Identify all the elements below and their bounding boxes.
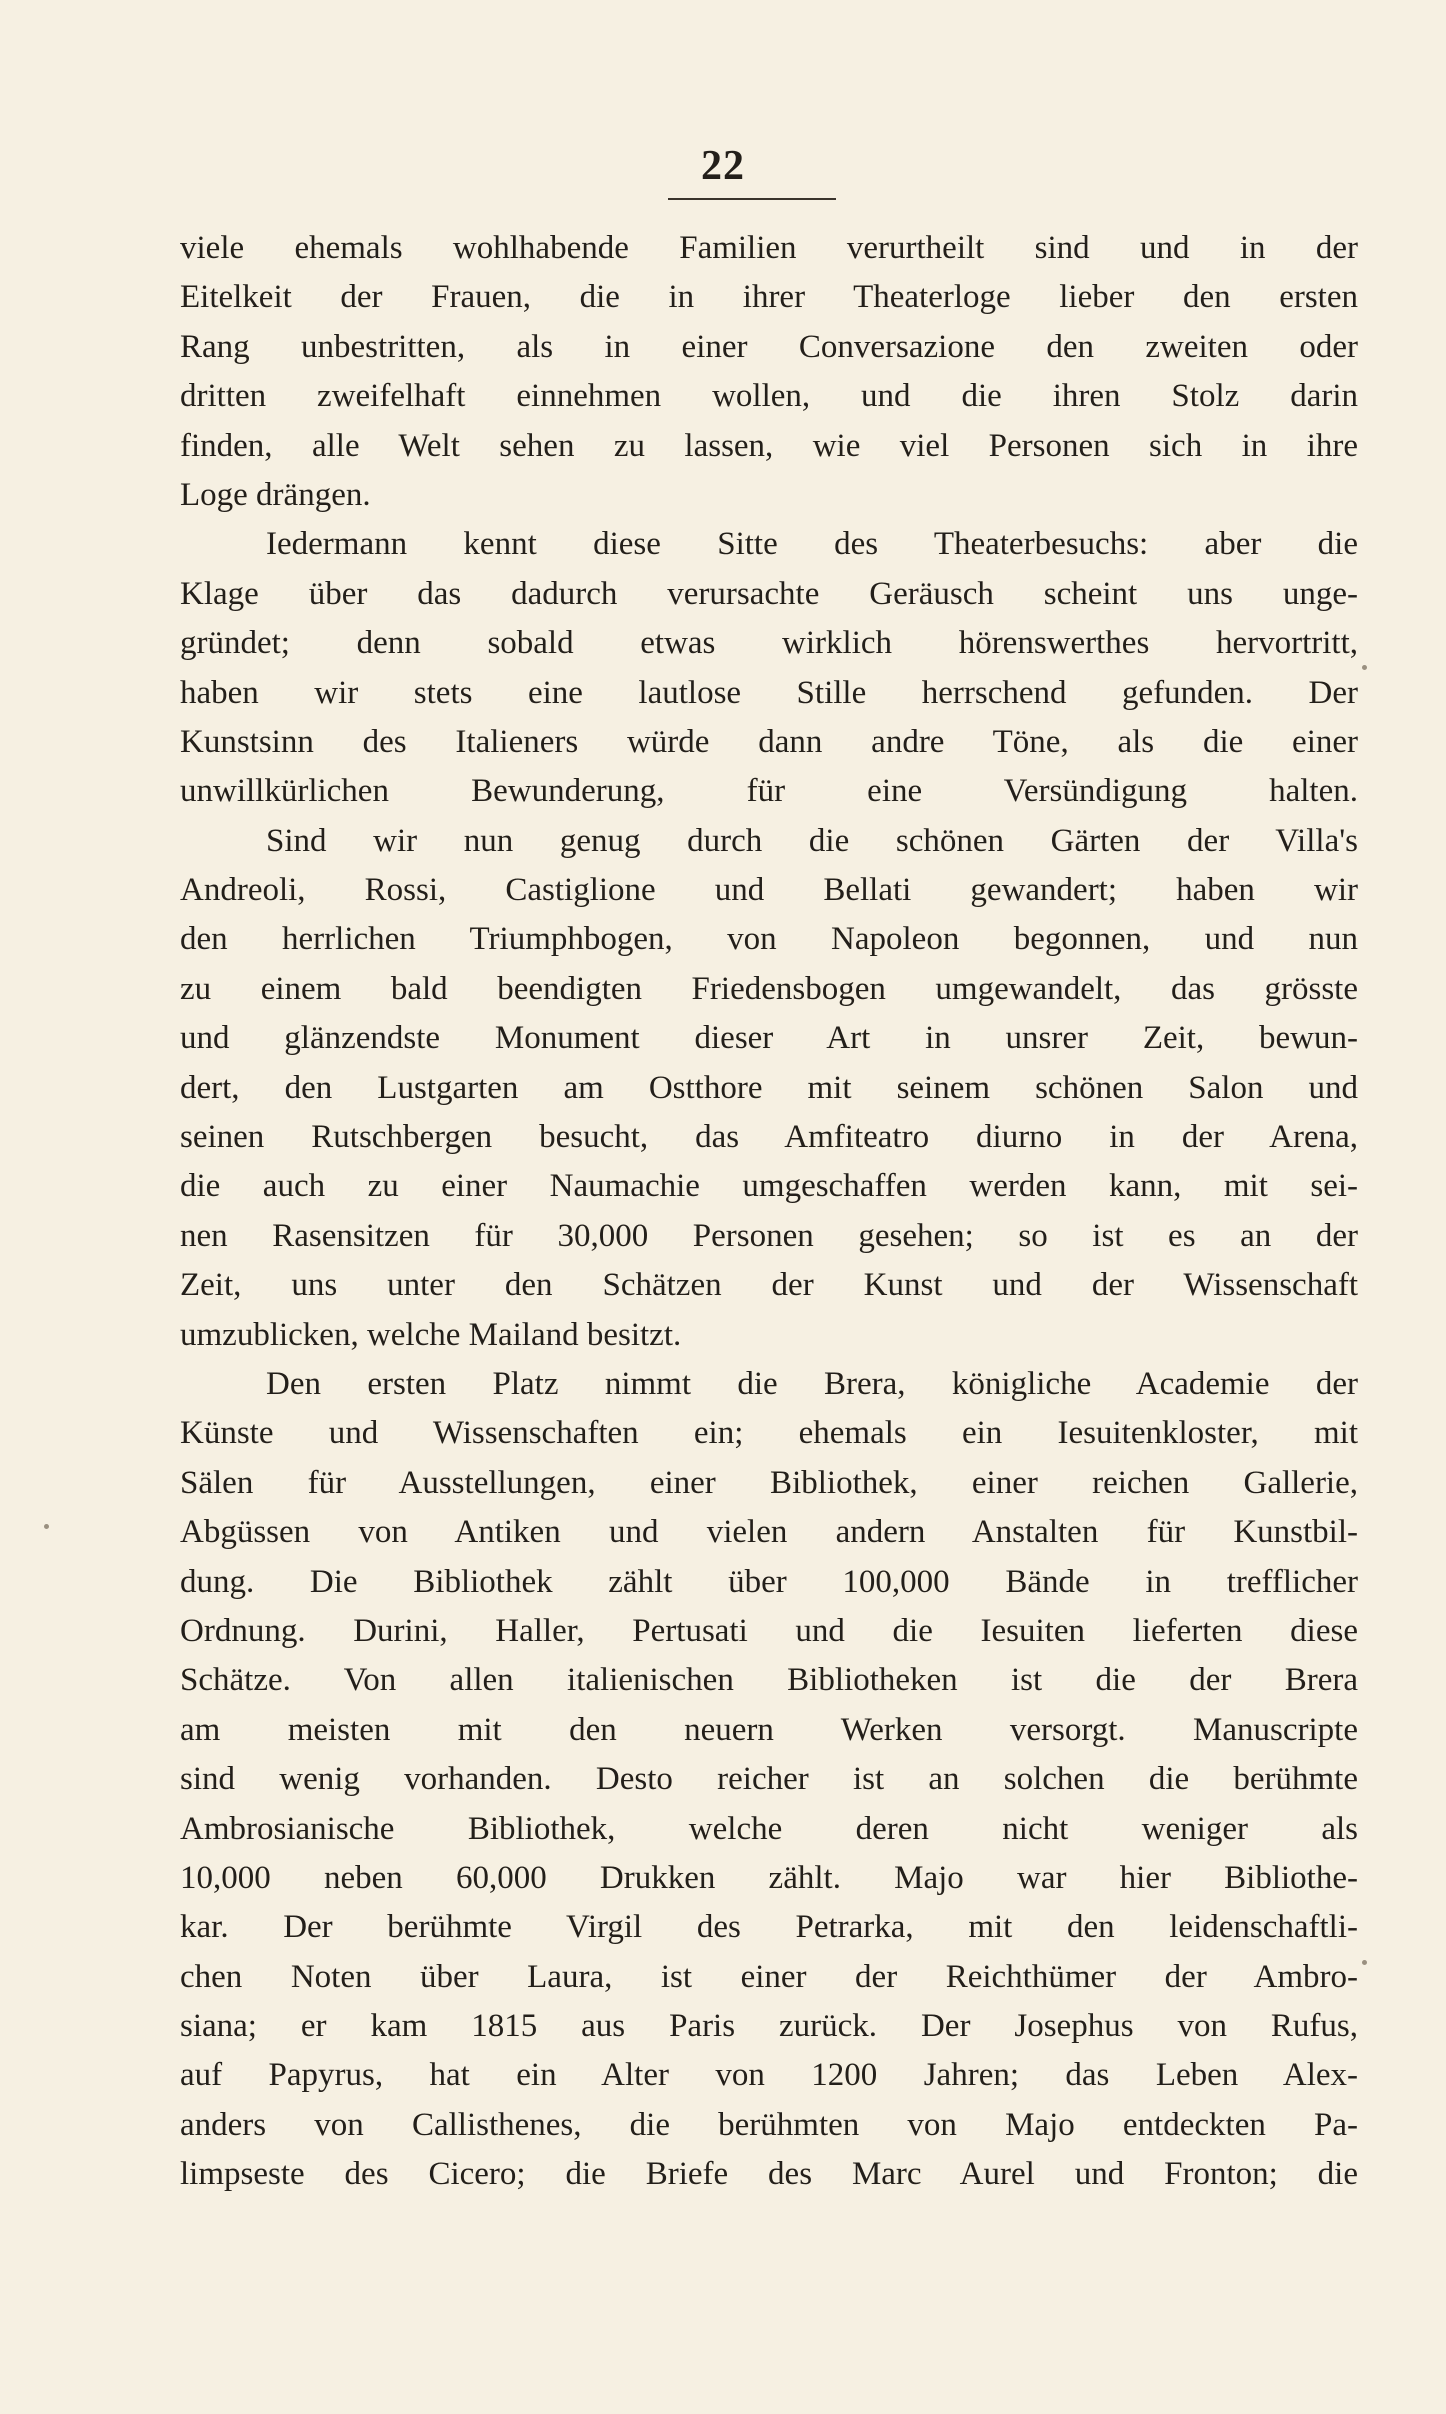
text-line: Kunstsinn des Italieners würde dann andre Töne, als die einer xyxy=(180,723,1358,760)
paragraph-start: Den ersten Platz nimmt die Brera, königliche Academie der xyxy=(266,1365,1358,1402)
text-line: finden, alle Welt sehen zu lassen, wie viel Personen sich in ihre xyxy=(180,427,1358,464)
text-line: den herrlichen Triumphbogen, von Napoleon begonnen, und nun xyxy=(180,921,1358,958)
text-line: Andreoli, Rossi, Castiglione und Bellati gewandert; haben wir xyxy=(180,872,1358,909)
paper-speck xyxy=(44,1524,49,1529)
text-line: und glänzendste Monument dieser Art in unsrer Zeit, bewun- xyxy=(180,1020,1358,1057)
text-line: 10,000 neben 60,000 Drukken zählt. Majo war hier Bibliothe- xyxy=(180,1859,1358,1896)
text-line: zu einem bald beendigten Friedensbogen umgewandelt, das grösste xyxy=(180,970,1358,1007)
text-line: Eitelkeit der Frauen, die in ihrer Theaterloge lieber den ersten xyxy=(180,279,1358,316)
text-line: chen Noten über Laura, ist einer der Reichthümer der Ambro- xyxy=(180,1958,1358,1995)
text-line: Ordnung. Durini, Haller, Pertusati und die Iesuiten lieferten diese xyxy=(180,1612,1358,1649)
text-line: seinen Rutschbergen besucht, das Amfiteatro diurno in der Arena, xyxy=(180,1119,1358,1156)
text-line: am meisten mit den neuern Werken versorgt. Manuscripte xyxy=(180,1711,1358,1748)
text-line: Zeit, uns unter den Schätzen der Kunst und der Wissenschaft xyxy=(180,1267,1358,1304)
text-line: nen Rasensitzen für 30,000 Personen gesehen; so ist es an der xyxy=(180,1217,1358,1254)
text-line: Schätze. Von allen italienischen Bibliotheken ist die der Brera xyxy=(180,1662,1358,1699)
paper-speck xyxy=(1362,665,1367,670)
body-text xyxy=(180,224,1358,2200)
text-line: siana; er kam 1815 aus Paris zurück. Der Josephus von Rufus, xyxy=(180,2008,1358,2045)
text-line: Abgüssen von Antiken und vielen andern Anstalten für Kunstbil- xyxy=(180,1514,1358,1551)
text-line: Künste und Wissenschaften ein; ehemals ein Iesuitenkloster, mit xyxy=(180,1415,1358,1452)
text-line: auf Papyrus, hat ein Alter von 1200 Jahren; das Leben Alex- xyxy=(180,2057,1358,2094)
text-line: viele ehemals wohlhabende Familien verurtheilt sind und in der xyxy=(180,230,1358,266)
text-line: unwillkürlichen Bewunderung, für eine Versündigung halten. xyxy=(180,773,1358,810)
text-line: limpseste des Cicero; die Briefe des Marc Aurel und Fronton; die xyxy=(180,2156,1358,2193)
text-line: umzublicken, welche Mailand besitzt. xyxy=(180,1316,682,1353)
text-line: dung. Die Bibliothek zählt über 100,000 Bände in trefflicher xyxy=(180,1563,1358,1600)
text-line: sind wenig vorhanden. Desto reicher ist an solchen die berühmte xyxy=(180,1761,1358,1798)
text-line: kar. Der berühmte Virgil des Petrarka, mit den leidenschaftli- xyxy=(180,1909,1358,1946)
text-line: Rang unbestritten, als in einer Conversazione den zweiten oder xyxy=(180,328,1358,365)
paragraph-start: Iedermann kennt diese Sitte des Theaterbesuchs: aber die xyxy=(266,526,1358,563)
text-line: Klage über das dadurch verursachte Geräusch scheint uns unge- xyxy=(180,575,1358,612)
text-line: dritten zweifelhaft einnehmen wollen, und die ihren Stolz darin xyxy=(180,378,1358,415)
header-rule xyxy=(668,198,836,200)
paragraph-start: Sind wir nun genug durch die schönen Gärten der Villa's xyxy=(266,822,1358,859)
text-line: haben wir stets eine lautlose Stille herrschend gefunden. Der xyxy=(180,674,1358,711)
text-line: gründet; denn sobald etwas wirklich hörenswerthes hervortritt, xyxy=(180,625,1358,662)
page-number: 22 xyxy=(701,143,745,189)
text-line: Ambrosianische Bibliothek, welche deren nicht weniger als xyxy=(180,1810,1358,1847)
text-line: Loge drängen. xyxy=(180,476,371,513)
paper-speck xyxy=(1362,1960,1367,1965)
text-line: die auch zu einer Naumachie umgeschaffen werden kann, mit sei- xyxy=(180,1168,1358,1205)
text-line: dert, den Lustgarten am Ostthore mit seinem schönen Salon und xyxy=(180,1069,1358,1106)
text-line: anders von Callisthenes, die berühmten von Majo entdeckten Pa- xyxy=(180,2106,1358,2143)
text-line: Sälen für Ausstellungen, einer Bibliothek, einer reichen Gallerie, xyxy=(180,1464,1358,1501)
